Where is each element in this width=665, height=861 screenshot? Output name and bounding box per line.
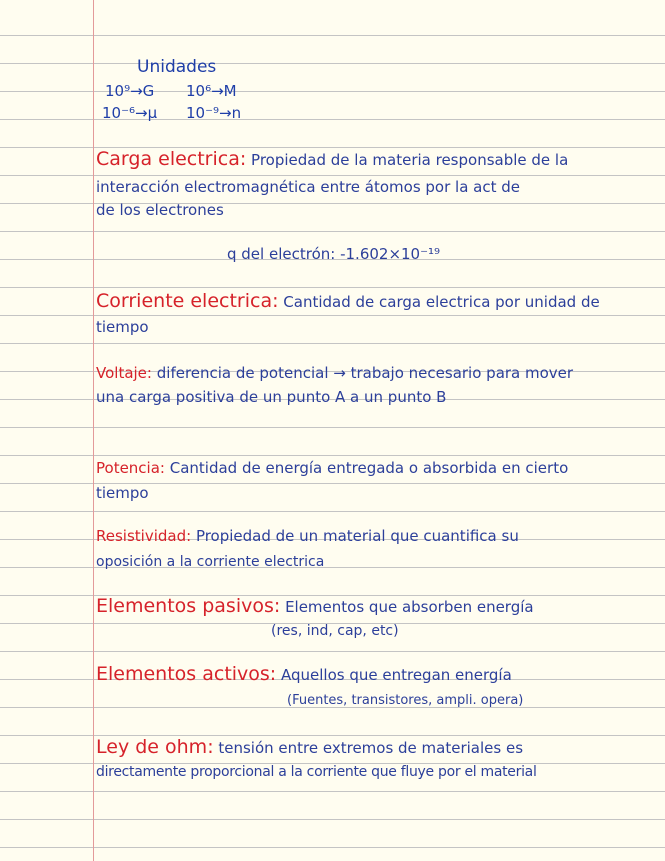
definition-line: Propiedad de un material que cuantifica su: [195, 527, 519, 545]
term-label: Corriente electrica:: [96, 290, 279, 312]
entry-elementos-pasivos: [96, 597, 534, 616]
unit-giga: 10⁹→G: [105, 82, 155, 100]
definition-line: tiempo: [96, 318, 149, 336]
definition-line: tensión entre extremos de materiales es: [218, 739, 524, 757]
electron-charge-value: -1.602×10⁻¹⁹: [340, 245, 441, 263]
term-label: Elementos activos:: [96, 663, 277, 685]
entry-voltaje: [96, 364, 573, 382]
definition-line: Propiedad de la materia responsable de la: [251, 151, 569, 169]
term-label: Carga electrica:: [96, 148, 247, 170]
term-label: Resistividad:: [96, 527, 192, 545]
definition-line: una carga positiva de un punto A a un punto B: [96, 388, 447, 406]
electron-charge-label: q del electrón:: [227, 245, 336, 263]
margin-line: [93, 0, 94, 861]
definition-line: Elementos que absorben energía: [285, 598, 534, 616]
entry-elementos-activos: [96, 665, 512, 684]
entry-carga-electrica: [96, 150, 568, 169]
definition-line: interacción electromagnética entre átomos por la act de: [96, 178, 521, 196]
definition-line: Cantidad de carga electrica por unidad de: [283, 293, 600, 311]
unit-nano: 10⁻⁹→n: [186, 104, 242, 122]
definition-line: directamente proporcional a la corriente que fluye por el material: [96, 764, 537, 780]
definition-line: tiempo: [96, 484, 149, 502]
definition-line: Cantidad de energía entregada o absorbida en cierto: [169, 459, 569, 477]
unit-mega: 10⁶→M: [186, 82, 237, 100]
term-label: Ley de ohm:: [96, 736, 214, 758]
entry-potencia: [96, 459, 568, 477]
definition-line: oposición a la corriente electrica: [96, 554, 325, 570]
units-title: Unidades: [137, 57, 217, 77]
term-label: Elementos pasivos:: [96, 595, 281, 617]
definition-line: (Fuentes, transistores, ampli. opera): [287, 693, 524, 708]
entry-corriente-electrica: [96, 292, 600, 311]
entry-ley-de-ohm: [96, 738, 523, 757]
term-label: Voltaje:: [96, 364, 152, 382]
definition-line: de los electrones: [96, 201, 224, 219]
definition-line: (res, ind, cap, etc): [271, 623, 399, 639]
entry-resistividad: [96, 527, 519, 545]
term-label: Potencia:: [96, 459, 165, 477]
unit-micro: 10⁻⁶→μ: [102, 104, 158, 122]
definition-line: diferencia de potencial → trabajo necesario para mover: [156, 364, 574, 382]
definition-line: Aquellos que entregan energía: [281, 666, 512, 684]
electron-charge: [227, 245, 440, 263]
